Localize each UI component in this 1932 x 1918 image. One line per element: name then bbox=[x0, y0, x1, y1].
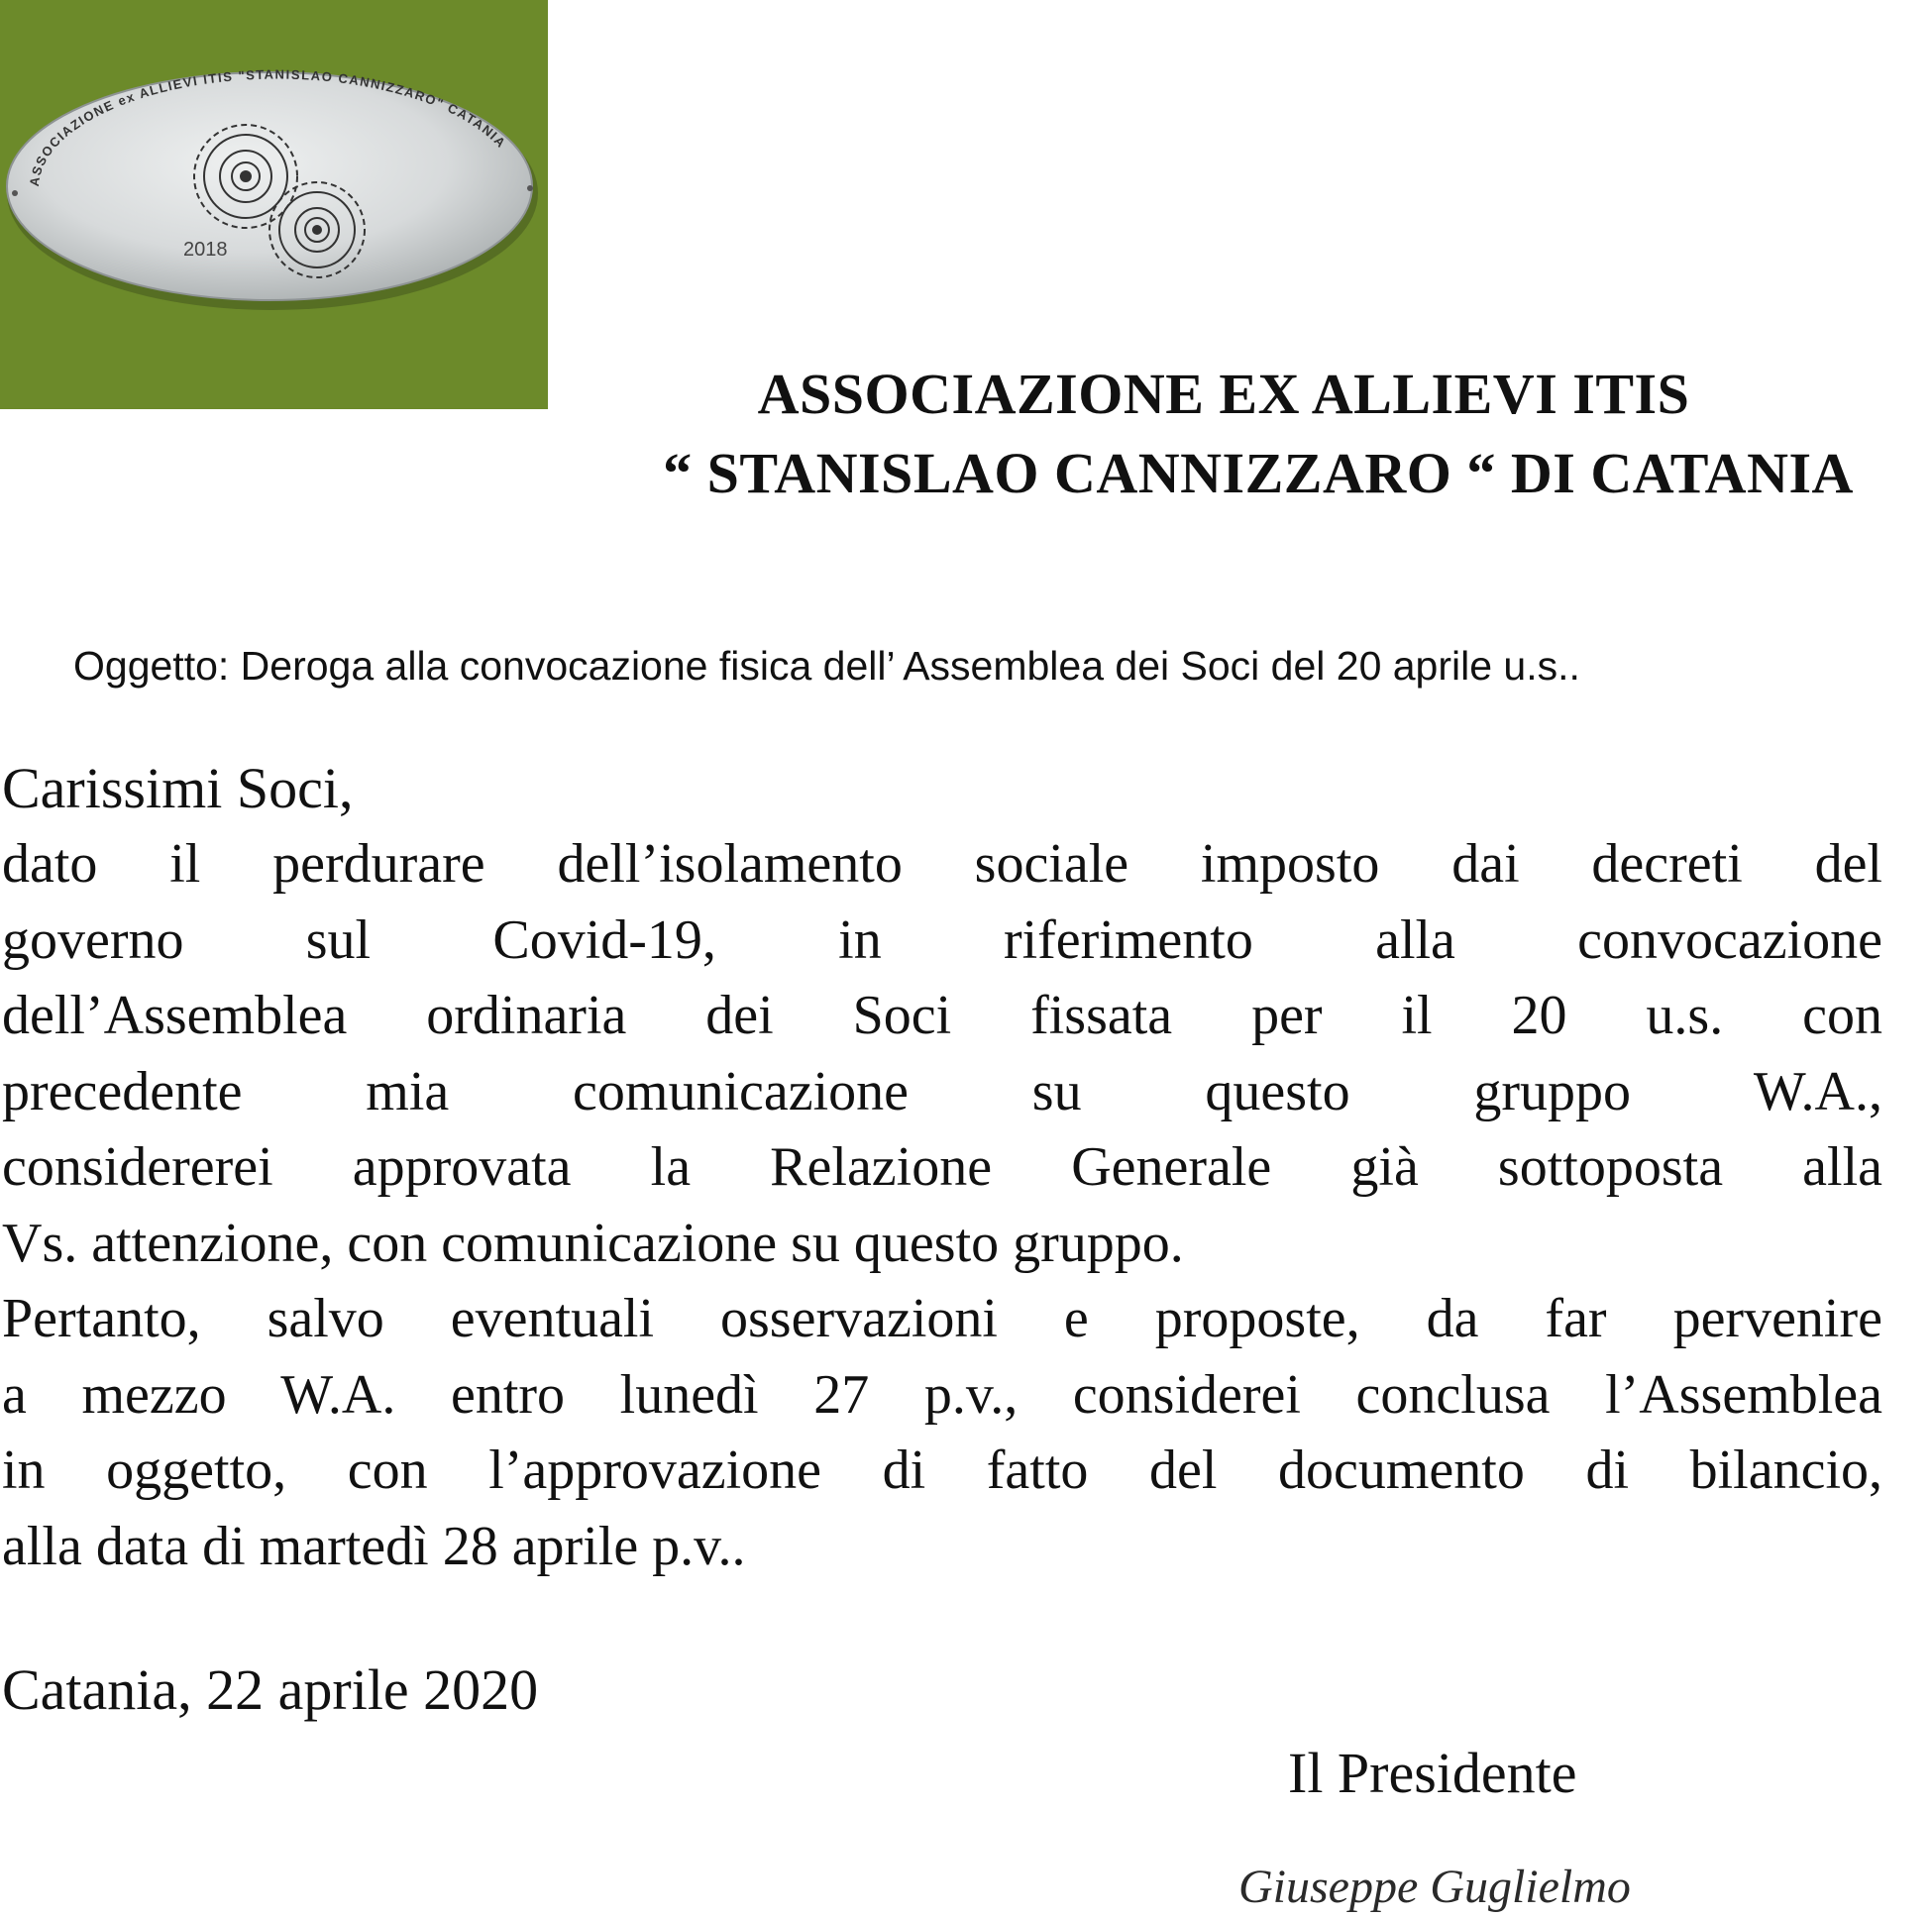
body-line: Pertanto, salvo eventuali osservazioni e proposte, da far pervenire bbox=[2, 1288, 1882, 1349]
plaque-year: 2018 bbox=[183, 239, 228, 261]
association-header bbox=[555, 355, 1932, 513]
header-line-1: ASSOCIAZIONE EX ALLIEVI ITIS bbox=[757, 362, 1690, 426]
signature-name: Giuseppe Guglielmo bbox=[1238, 1861, 1631, 1913]
body-line: precedente mia comunicazione su questo gruppo W.A., bbox=[2, 1060, 1882, 1122]
association-logo-photo bbox=[0, 0, 548, 409]
body-line: a mezzo W.A. entro lunedì 27 p.v., considerei conclusa l’Assemblea bbox=[2, 1363, 1882, 1426]
body-line: considererei approvata la Relazione Generale già sottoposta alla bbox=[2, 1136, 1882, 1198]
body-line: Vs. attenzione, con comunicazione su questo gruppo. bbox=[2, 1212, 1184, 1274]
subject-line: Oggetto: Deroga alla convocazione fisica dell’ Assemblea dei Soci del 20 aprile u.s.. bbox=[73, 643, 1580, 689]
body-line: alla data di martedì 28 aprile p.v.. bbox=[2, 1515, 746, 1577]
greeting: Carissimi Soci, bbox=[2, 756, 354, 820]
signature-role: Il Presidente bbox=[1288, 1741, 1577, 1805]
plaque-lettering: ASSOCIAZIONE ex ALLIEVI ITIS "STANISLAO CANNIZZARO" CATANIA bbox=[26, 66, 510, 188]
body-line: dell’Assemblea ordinaria dei Soci fissata per il 20 u.s. con bbox=[2, 985, 1882, 1046]
place-date: Catania, 22 aprile 2020 bbox=[2, 1657, 539, 1722]
body-line: governo sul Covid-19, in riferimento alla convocazione bbox=[2, 908, 1882, 971]
body-line: in oggetto, con l’approvazione di fatto del documento di bilancio, bbox=[2, 1439, 1882, 1501]
body-line: dato il perdurare dell’isolamento sociale imposto dai decreti del bbox=[2, 833, 1882, 895]
header-line-2: “ STANISLAO CANNIZZARO “ DI CATANIA bbox=[663, 441, 1854, 505]
letter-body bbox=[2, 826, 1882, 1584]
plaque-logo bbox=[0, 0, 548, 409]
